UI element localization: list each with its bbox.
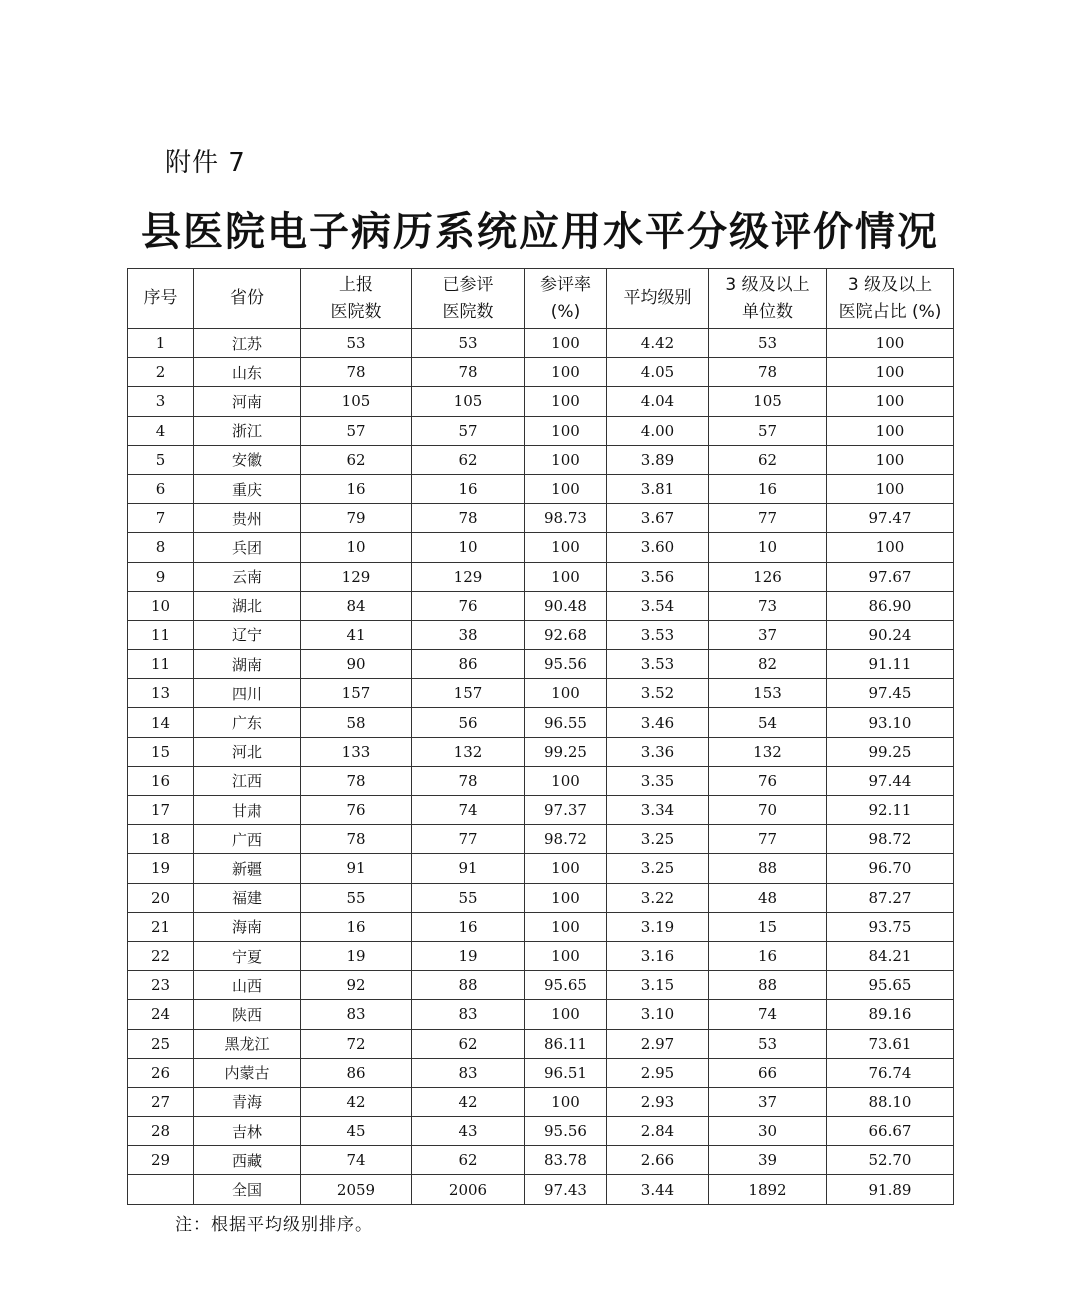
table-cell: 91 — [412, 854, 525, 883]
header-cell: 3 级及以上 医院占比 (%) — [827, 269, 954, 329]
table-cell: 4.00 — [607, 416, 709, 445]
table-cell: 79 — [301, 504, 412, 533]
table-cell: 97.47 — [827, 504, 954, 533]
table-cell: 重庆 — [194, 474, 301, 503]
table-cell: 黑龙江 — [194, 1029, 301, 1058]
table-cell: 39 — [709, 1146, 827, 1175]
header-cell: 上报 医院数 — [301, 269, 412, 329]
table-cell: 92.11 — [827, 796, 954, 825]
table-cell: 18 — [128, 825, 194, 854]
table-cell: 66 — [709, 1058, 827, 1087]
table-cell: 72 — [301, 1029, 412, 1058]
table-cell: 4.04 — [607, 387, 709, 416]
table-row — [128, 1058, 954, 1087]
table-cell: 77 — [709, 825, 827, 854]
table-cell: 19 — [301, 941, 412, 970]
table-cell: 42 — [301, 1087, 412, 1116]
table-cell: 21 — [128, 912, 194, 941]
table-cell: 105 — [412, 387, 525, 416]
table-row — [128, 854, 954, 883]
table-cell: 15 — [128, 737, 194, 766]
table-row — [128, 533, 954, 562]
table-cell: 86 — [301, 1058, 412, 1087]
table-cell: 53 — [709, 1029, 827, 1058]
table-cell: 97.37 — [525, 796, 607, 825]
header-cell: 3 级及以上 单位数 — [709, 269, 827, 329]
table-cell: 88 — [709, 854, 827, 883]
table-cell: 28 — [128, 1117, 194, 1146]
footnote: 注：根据平均级别排序。 — [175, 1215, 373, 1235]
table-cell: 90.24 — [827, 620, 954, 649]
table-cell: 91.11 — [827, 650, 954, 679]
table-cell: 76 — [301, 796, 412, 825]
table-cell: 16 — [709, 474, 827, 503]
table-cell: 2.84 — [607, 1117, 709, 1146]
table-cell: 16 — [128, 766, 194, 795]
table-row — [128, 825, 954, 854]
table-cell: 98.73 — [525, 504, 607, 533]
table-row — [128, 912, 954, 941]
table-cell: 3.67 — [607, 504, 709, 533]
table-cell: 100 — [827, 387, 954, 416]
table-cell: 74 — [301, 1146, 412, 1175]
table-cell: 83 — [412, 1000, 525, 1029]
table-cell: 3.53 — [607, 620, 709, 649]
table-cell: 3.16 — [607, 941, 709, 970]
table-cell: 19 — [412, 941, 525, 970]
table-cell: 89.16 — [827, 1000, 954, 1029]
table-cell: 14 — [128, 708, 194, 737]
table-cell: 83 — [301, 1000, 412, 1029]
table-cell: 100 — [525, 445, 607, 474]
table-cell: 95.65 — [827, 971, 954, 1000]
table-cell: 88.10 — [827, 1087, 954, 1116]
table-cell: 2.93 — [607, 1087, 709, 1116]
table-cell: 126 — [709, 562, 827, 591]
table-row — [128, 796, 954, 825]
header-cell: 省份 — [194, 269, 301, 329]
table-cell: 10 — [301, 533, 412, 562]
table-cell: 20 — [128, 883, 194, 912]
table-cell: 3.36 — [607, 737, 709, 766]
table-cell: 河北 — [194, 737, 301, 766]
attachment-label: 附件 7 — [165, 148, 246, 178]
table-cell: 78 — [301, 766, 412, 795]
table-cell: 13 — [128, 679, 194, 708]
table-cell: 133 — [301, 737, 412, 766]
table-cell: 52.70 — [827, 1146, 954, 1175]
table-cell: 浙江 — [194, 416, 301, 445]
table-cell: 青海 — [194, 1087, 301, 1116]
table-cell: 27 — [128, 1087, 194, 1116]
table-cell: 全国 — [194, 1175, 301, 1204]
table-cell: 100 — [525, 1000, 607, 1029]
table-cell: 10 — [412, 533, 525, 562]
table-cell: 95.56 — [525, 1117, 607, 1146]
table-cell: 9 — [128, 562, 194, 591]
table-cell: 11 — [128, 650, 194, 679]
table-cell — [128, 1175, 194, 1204]
table-cell: 3.89 — [607, 445, 709, 474]
table-cell: 157 — [301, 679, 412, 708]
table-cell: 82 — [709, 650, 827, 679]
table-cell: 88 — [709, 971, 827, 1000]
table-cell: 江西 — [194, 766, 301, 795]
table-cell: 1892 — [709, 1175, 827, 1204]
table-cell: 100 — [525, 358, 607, 387]
table-row — [128, 737, 954, 766]
table-cell: 云南 — [194, 562, 301, 591]
table-cell: 100 — [827, 445, 954, 474]
table-cell: 宁夏 — [194, 941, 301, 970]
table-cell: 广东 — [194, 708, 301, 737]
table-cell: 132 — [412, 737, 525, 766]
table-cell: 100 — [525, 1087, 607, 1116]
table-cell: 甘肃 — [194, 796, 301, 825]
header-cell: 参评率 (%) — [525, 269, 607, 329]
table-cell: 78 — [301, 358, 412, 387]
table-cell: 3 — [128, 387, 194, 416]
table-cell: 3.15 — [607, 971, 709, 1000]
table-cell: 57 — [709, 416, 827, 445]
table-cell: 97.43 — [525, 1175, 607, 1204]
table-cell: 84.21 — [827, 941, 954, 970]
table-cell: 3.53 — [607, 650, 709, 679]
table-cell: 66.67 — [827, 1117, 954, 1146]
table-cell: 37 — [709, 1087, 827, 1116]
table-header-row — [128, 269, 954, 329]
table-cell: 54 — [709, 708, 827, 737]
table-cell: 70 — [709, 796, 827, 825]
table-cell: 16 — [412, 474, 525, 503]
table-cell: 3.10 — [607, 1000, 709, 1029]
table-cell: 56 — [412, 708, 525, 737]
table-cell: 57 — [412, 416, 525, 445]
evaluation-table — [127, 268, 954, 1205]
table-cell: 5 — [128, 445, 194, 474]
table-cell: 100 — [827, 358, 954, 387]
table-cell: 11 — [128, 620, 194, 649]
table-cell: 3.60 — [607, 533, 709, 562]
table-cell: 15 — [709, 912, 827, 941]
table-row — [128, 474, 954, 503]
table-cell: 41 — [301, 620, 412, 649]
table-cell: 2.97 — [607, 1029, 709, 1058]
table-cell: 98.72 — [525, 825, 607, 854]
table-cell: 62 — [412, 445, 525, 474]
table-cell: 62 — [301, 445, 412, 474]
table-cell: 2.95 — [607, 1058, 709, 1087]
table-row — [128, 971, 954, 1000]
table-cell: 30 — [709, 1117, 827, 1146]
table-cell: 157 — [412, 679, 525, 708]
table-cell: 78 — [709, 358, 827, 387]
table-cell: 92.68 — [525, 620, 607, 649]
table-cell: 96.51 — [525, 1058, 607, 1087]
table-cell: 16 — [412, 912, 525, 941]
table-row — [128, 562, 954, 591]
table-cell: 77 — [709, 504, 827, 533]
table-cell: 100 — [525, 766, 607, 795]
table-cell: 78 — [412, 358, 525, 387]
table-cell: 96.55 — [525, 708, 607, 737]
table-cell: 153 — [709, 679, 827, 708]
table-cell: 38 — [412, 620, 525, 649]
table-row — [128, 941, 954, 970]
table-cell: 1 — [128, 329, 194, 358]
table-cell: 3.81 — [607, 474, 709, 503]
table-cell: 129 — [301, 562, 412, 591]
table-row — [128, 416, 954, 445]
table-cell: 74 — [709, 1000, 827, 1029]
table-cell: 3.35 — [607, 766, 709, 795]
table-cell: 22 — [128, 941, 194, 970]
table-cell: 24 — [128, 1000, 194, 1029]
table-cell: 2059 — [301, 1175, 412, 1204]
table-cell: 19 — [128, 854, 194, 883]
table-cell: 2 — [128, 358, 194, 387]
table-cell: 42 — [412, 1087, 525, 1116]
table-cell: 3.25 — [607, 854, 709, 883]
table-cell: 100 — [525, 329, 607, 358]
table-cell: 62 — [412, 1029, 525, 1058]
table-cell: 3.56 — [607, 562, 709, 591]
table-cell: 四川 — [194, 679, 301, 708]
table-cell: 100 — [525, 416, 607, 445]
table-cell: 贵州 — [194, 504, 301, 533]
table-cell: 95.56 — [525, 650, 607, 679]
table-cell: 100 — [525, 562, 607, 591]
table-cell: 99.25 — [525, 737, 607, 766]
table-cell: 辽宁 — [194, 620, 301, 649]
table-cell: 山东 — [194, 358, 301, 387]
table-cell: 91 — [301, 854, 412, 883]
table-cell: 湖北 — [194, 591, 301, 620]
table-cell: 77 — [412, 825, 525, 854]
table-cell: 安徽 — [194, 445, 301, 474]
table-row — [128, 329, 954, 358]
table-cell: 93.75 — [827, 912, 954, 941]
table-cell: 100 — [525, 474, 607, 503]
table-cell: 29 — [128, 1146, 194, 1175]
table-cell: 76 — [709, 766, 827, 795]
table-row — [128, 445, 954, 474]
table-cell: 17 — [128, 796, 194, 825]
table-row — [128, 1029, 954, 1058]
table-cell: 86.90 — [827, 591, 954, 620]
table-row — [128, 883, 954, 912]
table-cell: 76 — [412, 591, 525, 620]
table-cell: 86 — [412, 650, 525, 679]
header-cell: 序号 — [128, 269, 194, 329]
table-cell: 100 — [525, 387, 607, 416]
table-cell: 吉林 — [194, 1117, 301, 1146]
table-cell: 62 — [709, 445, 827, 474]
table-cell: 96.70 — [827, 854, 954, 883]
table-cell: 78 — [412, 766, 525, 795]
table-cell: 4.05 — [607, 358, 709, 387]
table-cell: 92 — [301, 971, 412, 1000]
table-cell: 10 — [128, 591, 194, 620]
table-cell: 105 — [709, 387, 827, 416]
table-row — [128, 650, 954, 679]
header-cell: 平均级别 — [607, 269, 709, 329]
table-cell: 100 — [525, 912, 607, 941]
table-cell: 河南 — [194, 387, 301, 416]
table-cell: 16 — [301, 474, 412, 503]
table-row — [128, 620, 954, 649]
table-cell: 45 — [301, 1117, 412, 1146]
table-cell: 16 — [301, 912, 412, 941]
table-cell: 福建 — [194, 883, 301, 912]
table-cell: 8 — [128, 533, 194, 562]
table-cell: 内蒙古 — [194, 1058, 301, 1087]
table-cell: 129 — [412, 562, 525, 591]
table-row — [128, 591, 954, 620]
table-cell: 100 — [827, 416, 954, 445]
table-cell: 3.52 — [607, 679, 709, 708]
table-cell: 37 — [709, 620, 827, 649]
table-cell: 江苏 — [194, 329, 301, 358]
table-row — [128, 679, 954, 708]
table-row — [128, 766, 954, 795]
table-cell: 西藏 — [194, 1146, 301, 1175]
table-cell: 3.34 — [607, 796, 709, 825]
table-cell: 10 — [709, 533, 827, 562]
table-cell: 43 — [412, 1117, 525, 1146]
table-row — [128, 1146, 954, 1175]
table-cell: 100 — [525, 854, 607, 883]
table-cell: 4.42 — [607, 329, 709, 358]
table-cell: 3.25 — [607, 825, 709, 854]
table-cell: 100 — [827, 474, 954, 503]
table-cell: 新疆 — [194, 854, 301, 883]
table-cell: 95.65 — [525, 971, 607, 1000]
table-cell: 陕西 — [194, 1000, 301, 1029]
table-total-row — [128, 1175, 954, 1204]
table-cell: 73 — [709, 591, 827, 620]
table-cell: 91.89 — [827, 1175, 954, 1204]
table-cell: 2.66 — [607, 1146, 709, 1175]
table-row — [128, 387, 954, 416]
table-cell: 山西 — [194, 971, 301, 1000]
table-cell: 88 — [412, 971, 525, 1000]
table-cell: 98.72 — [827, 825, 954, 854]
table-row — [128, 358, 954, 387]
table-cell: 2006 — [412, 1175, 525, 1204]
table-cell: 100 — [827, 329, 954, 358]
table-cell: 99.25 — [827, 737, 954, 766]
table-cell: 4 — [128, 416, 194, 445]
table-cell: 78 — [301, 825, 412, 854]
table-cell: 105 — [301, 387, 412, 416]
table-cell: 100 — [525, 533, 607, 562]
table-cell: 55 — [301, 883, 412, 912]
table-row — [128, 1117, 954, 1146]
table-cell: 97.44 — [827, 766, 954, 795]
table-cell: 3.54 — [607, 591, 709, 620]
table-cell: 广西 — [194, 825, 301, 854]
table-cell: 83 — [412, 1058, 525, 1087]
table-cell: 57 — [301, 416, 412, 445]
table-cell: 100 — [525, 883, 607, 912]
table-cell: 73.61 — [827, 1029, 954, 1058]
table-cell: 78 — [412, 504, 525, 533]
table-cell: 53 — [412, 329, 525, 358]
table-cell: 3.22 — [607, 883, 709, 912]
table-cell: 58 — [301, 708, 412, 737]
table-cell: 3.46 — [607, 708, 709, 737]
table-row — [128, 1000, 954, 1029]
table-cell: 48 — [709, 883, 827, 912]
table-cell: 53 — [709, 329, 827, 358]
table-cell: 7 — [128, 504, 194, 533]
table-cell: 兵团 — [194, 533, 301, 562]
table-cell: 100 — [525, 679, 607, 708]
table-cell: 93.10 — [827, 708, 954, 737]
table-row — [128, 1087, 954, 1116]
table-cell: 26 — [128, 1058, 194, 1087]
document-title: 县医院电子病历系统应用水平分级评价情况 — [141, 209, 939, 255]
table-cell: 55 — [412, 883, 525, 912]
header-cell: 已参评 医院数 — [412, 269, 525, 329]
table-row — [128, 708, 954, 737]
table-cell: 100 — [827, 533, 954, 562]
table-cell: 62 — [412, 1146, 525, 1175]
table-cell: 90.48 — [525, 591, 607, 620]
table-cell: 76.74 — [827, 1058, 954, 1087]
table-cell: 90 — [301, 650, 412, 679]
table-cell: 3.19 — [607, 912, 709, 941]
table-cell: 3.44 — [607, 1175, 709, 1204]
table-cell: 86.11 — [525, 1029, 607, 1058]
table-cell: 84 — [301, 591, 412, 620]
table-cell: 23 — [128, 971, 194, 1000]
table-cell: 6 — [128, 474, 194, 503]
table-cell: 83.78 — [525, 1146, 607, 1175]
table-cell: 97.67 — [827, 562, 954, 591]
table-cell: 87.27 — [827, 883, 954, 912]
table-row — [128, 504, 954, 533]
table-cell: 74 — [412, 796, 525, 825]
table-cell: 湖南 — [194, 650, 301, 679]
table-cell: 132 — [709, 737, 827, 766]
table-cell: 100 — [525, 941, 607, 970]
table-cell: 25 — [128, 1029, 194, 1058]
table-cell: 16 — [709, 941, 827, 970]
table-cell: 53 — [301, 329, 412, 358]
table-cell: 97.45 — [827, 679, 954, 708]
table-cell: 海南 — [194, 912, 301, 941]
